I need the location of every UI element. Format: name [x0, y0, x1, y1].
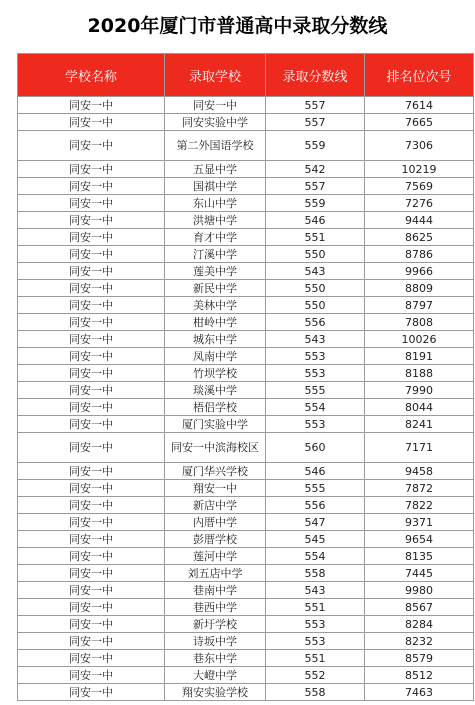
cell-rank: 7445 [365, 565, 474, 582]
cell-cutoff-score: 556 [266, 497, 365, 514]
cell-school-name: 同安一中 [18, 229, 165, 246]
cell-cutoff-score: 553 [266, 616, 365, 633]
cell-rank: 7276 [365, 195, 474, 212]
table-row [18, 280, 474, 297]
table-row [18, 331, 474, 348]
cell-school-name: 同安一中 [18, 161, 165, 178]
cell-admitted-school: 同安一中 [165, 97, 266, 114]
cell-admitted-school: 洪塘中学 [165, 212, 266, 229]
table-row [18, 531, 474, 548]
cell-rank: 7614 [365, 97, 474, 114]
table-row [18, 314, 474, 331]
cell-rank: 10219 [365, 161, 474, 178]
cell-cutoff-score: 553 [266, 365, 365, 382]
cell-school-name: 同安一中 [18, 246, 165, 263]
cell-admitted-school: 刘五店中学 [165, 565, 266, 582]
cell-school-name: 同安一中 [18, 463, 165, 480]
cell-admitted-school: 柑岭中学 [165, 314, 266, 331]
cell-rank: 8135 [365, 548, 474, 565]
cell-cutoff-score: 555 [266, 480, 365, 497]
cell-cutoff-score: 559 [266, 195, 365, 212]
cell-rank: 9980 [365, 582, 474, 599]
cell-school-name: 同安一中 [18, 297, 165, 314]
cell-school-name: 同安一中 [18, 131, 165, 161]
cell-cutoff-score: 542 [266, 161, 365, 178]
cell-cutoff-score: 543 [266, 582, 365, 599]
page-title: 2020年厦门市普通高中录取分数线 [87, 14, 388, 37]
cell-rank: 8797 [365, 297, 474, 314]
cell-school-name: 同安一中 [18, 178, 165, 195]
cell-rank: 8567 [365, 599, 474, 616]
table-row [18, 684, 474, 701]
cell-admitted-school: 巷东中学 [165, 650, 266, 667]
table-row [18, 667, 474, 684]
table-header-row [18, 54, 474, 97]
cell-rank: 8625 [365, 229, 474, 246]
cell-admitted-school: 梧侣学校 [165, 399, 266, 416]
cell-school-name: 同安一中 [18, 365, 165, 382]
cell-cutoff-score: 543 [266, 263, 365, 280]
cell-admitted-school: 内厝中学 [165, 514, 266, 531]
cell-admitted-school: 新民中学 [165, 280, 266, 297]
cell-cutoff-score: 550 [266, 246, 365, 263]
cell-cutoff-score: 552 [266, 667, 365, 684]
cell-admitted-school: 美林中学 [165, 297, 266, 314]
cell-admitted-school: 新店中学 [165, 497, 266, 514]
admission-table [17, 53, 474, 701]
cell-school-name: 同安一中 [18, 684, 165, 701]
cell-school-name: 同安一中 [18, 480, 165, 497]
cell-rank: 8284 [365, 616, 474, 633]
cell-rank: 8786 [365, 246, 474, 263]
table-row [18, 599, 474, 616]
cell-cutoff-score: 551 [266, 650, 365, 667]
cell-admitted-school: 东山中学 [165, 195, 266, 212]
table-body [18, 97, 474, 701]
table-row [18, 365, 474, 382]
cell-admitted-school: 诗坂中学 [165, 633, 266, 650]
cell-admitted-school: 大嶝中学 [165, 667, 266, 684]
cell-cutoff-score: 554 [266, 399, 365, 416]
cell-admitted-school: 巷西中学 [165, 599, 266, 616]
cell-school-name: 同安一中 [18, 599, 165, 616]
cell-admitted-school: 城东中学 [165, 331, 266, 348]
table-row [18, 229, 474, 246]
cell-cutoff-score: 543 [266, 331, 365, 348]
table-row [18, 616, 474, 633]
cell-school-name: 同安一中 [18, 616, 165, 633]
cell-cutoff-score: 546 [266, 212, 365, 229]
header-school-name: 学校名称 [18, 54, 165, 97]
cell-cutoff-score: 553 [266, 348, 365, 365]
cell-rank: 8241 [365, 416, 474, 433]
cell-rank: 9966 [365, 263, 474, 280]
cell-school-name: 同安一中 [18, 650, 165, 667]
cell-rank: 8232 [365, 633, 474, 650]
cell-cutoff-score: 556 [266, 314, 365, 331]
cell-school-name: 同安一中 [18, 348, 165, 365]
cell-cutoff-score: 560 [266, 433, 365, 463]
cell-admitted-school: 汀溪中学 [165, 246, 266, 263]
table-row [18, 480, 474, 497]
cell-cutoff-score: 550 [266, 297, 365, 314]
cell-school-name: 同安一中 [18, 514, 165, 531]
table-row [18, 195, 474, 212]
cell-cutoff-score: 557 [266, 178, 365, 195]
cell-admitted-school: 莲美中学 [165, 263, 266, 280]
table-row [18, 416, 474, 433]
cell-cutoff-score: 551 [266, 229, 365, 246]
cell-rank: 7872 [365, 480, 474, 497]
cell-rank: 8191 [365, 348, 474, 365]
cell-cutoff-score: 553 [266, 416, 365, 433]
table-row [18, 565, 474, 582]
table-row [18, 97, 474, 114]
table-row [18, 582, 474, 599]
table-row [18, 131, 474, 161]
cell-rank: 8579 [365, 650, 474, 667]
cell-school-name: 同安一中 [18, 263, 165, 280]
cell-school-name: 同安一中 [18, 548, 165, 565]
table-row [18, 297, 474, 314]
cell-rank: 8188 [365, 365, 474, 382]
header-admitted-school: 录取学校 [165, 54, 266, 97]
cell-admitted-school: 竹坝学校 [165, 365, 266, 382]
cell-admitted-school: 育才中学 [165, 229, 266, 246]
table-row [18, 382, 474, 399]
table-row [18, 548, 474, 565]
cell-school-name: 同安一中 [18, 565, 165, 582]
table-row [18, 212, 474, 229]
cell-rank: 7665 [365, 114, 474, 131]
cell-school-name: 同安一中 [18, 497, 165, 514]
cell-rank: 8512 [365, 667, 474, 684]
table-row [18, 178, 474, 195]
cell-school-name: 同安一中 [18, 97, 165, 114]
cell-admitted-school: 厦门华兴学校 [165, 463, 266, 480]
cell-school-name: 同安一中 [18, 212, 165, 229]
table-row [18, 463, 474, 480]
cell-rank: 8809 [365, 280, 474, 297]
header-rank: 排名位次号 [365, 54, 474, 97]
cell-cutoff-score: 559 [266, 131, 365, 161]
table-row [18, 263, 474, 280]
cell-admitted-school: 彭厝学校 [165, 531, 266, 548]
cell-admitted-school: 第二外国语学校 [165, 131, 266, 161]
cell-school-name: 同安一中 [18, 399, 165, 416]
table-row [18, 650, 474, 667]
table-row [18, 114, 474, 131]
cell-cutoff-score: 558 [266, 565, 365, 582]
cell-admitted-school: 同安实验中学 [165, 114, 266, 131]
table-row [18, 399, 474, 416]
cell-cutoff-score: 551 [266, 599, 365, 616]
cell-admitted-school: 凤南中学 [165, 348, 266, 365]
cell-rank: 9371 [365, 514, 474, 531]
cell-admitted-school: 巷南中学 [165, 582, 266, 599]
cell-rank: 7808 [365, 314, 474, 331]
cell-rank: 7171 [365, 433, 474, 463]
cell-rank: 9444 [365, 212, 474, 229]
cell-rank: 7990 [365, 382, 474, 399]
cell-cutoff-score: 546 [266, 463, 365, 480]
cell-cutoff-score: 554 [266, 548, 365, 565]
cell-rank: 8044 [365, 399, 474, 416]
cell-school-name: 同安一中 [18, 633, 165, 650]
table-row [18, 514, 474, 531]
cell-cutoff-score: 557 [266, 114, 365, 131]
cell-rank: 7822 [365, 497, 474, 514]
cell-admitted-school: 国祺中学 [165, 178, 266, 195]
cell-rank: 9458 [365, 463, 474, 480]
cell-rank: 7569 [365, 178, 474, 195]
cell-school-name: 同安一中 [18, 433, 165, 463]
cell-admitted-school: 翔安实验学校 [165, 684, 266, 701]
cell-school-name: 同安一中 [18, 416, 165, 433]
table-row [18, 497, 474, 514]
cell-rank: 9654 [365, 531, 474, 548]
cell-cutoff-score: 545 [266, 531, 365, 548]
cell-school-name: 同安一中 [18, 195, 165, 212]
table-row [18, 246, 474, 263]
table-row [18, 348, 474, 365]
table-row [18, 633, 474, 650]
cell-school-name: 同安一中 [18, 114, 165, 131]
table-row [18, 161, 474, 178]
cell-admitted-school: 新圩学校 [165, 616, 266, 633]
cell-admitted-school: 翔安一中 [165, 480, 266, 497]
cell-cutoff-score: 557 [266, 97, 365, 114]
cell-cutoff-score: 550 [266, 280, 365, 297]
header-cutoff-score: 录取分数线 [266, 54, 365, 97]
cell-cutoff-score: 558 [266, 684, 365, 701]
cell-school-name: 同安一中 [18, 531, 165, 548]
cell-admitted-school: 莲河中学 [165, 548, 266, 565]
cell-rank: 7463 [365, 684, 474, 701]
cell-school-name: 同安一中 [18, 382, 165, 399]
cell-admitted-school: 琰溪中学 [165, 382, 266, 399]
cell-cutoff-score: 555 [266, 382, 365, 399]
cell-school-name: 同安一中 [18, 331, 165, 348]
cell-school-name: 同安一中 [18, 280, 165, 297]
table-row [18, 433, 474, 463]
cell-school-name: 同安一中 [18, 314, 165, 331]
cell-admitted-school: 同安一中滨海校区 [165, 433, 266, 463]
cell-school-name: 同安一中 [18, 667, 165, 684]
cell-cutoff-score: 547 [266, 514, 365, 531]
cell-admitted-school: 厦门实验中学 [165, 416, 266, 433]
cell-admitted-school: 五显中学 [165, 161, 266, 178]
cell-cutoff-score: 553 [266, 633, 365, 650]
cell-school-name: 同安一中 [18, 582, 165, 599]
cell-rank: 7306 [365, 131, 474, 161]
cell-rank: 10026 [365, 331, 474, 348]
